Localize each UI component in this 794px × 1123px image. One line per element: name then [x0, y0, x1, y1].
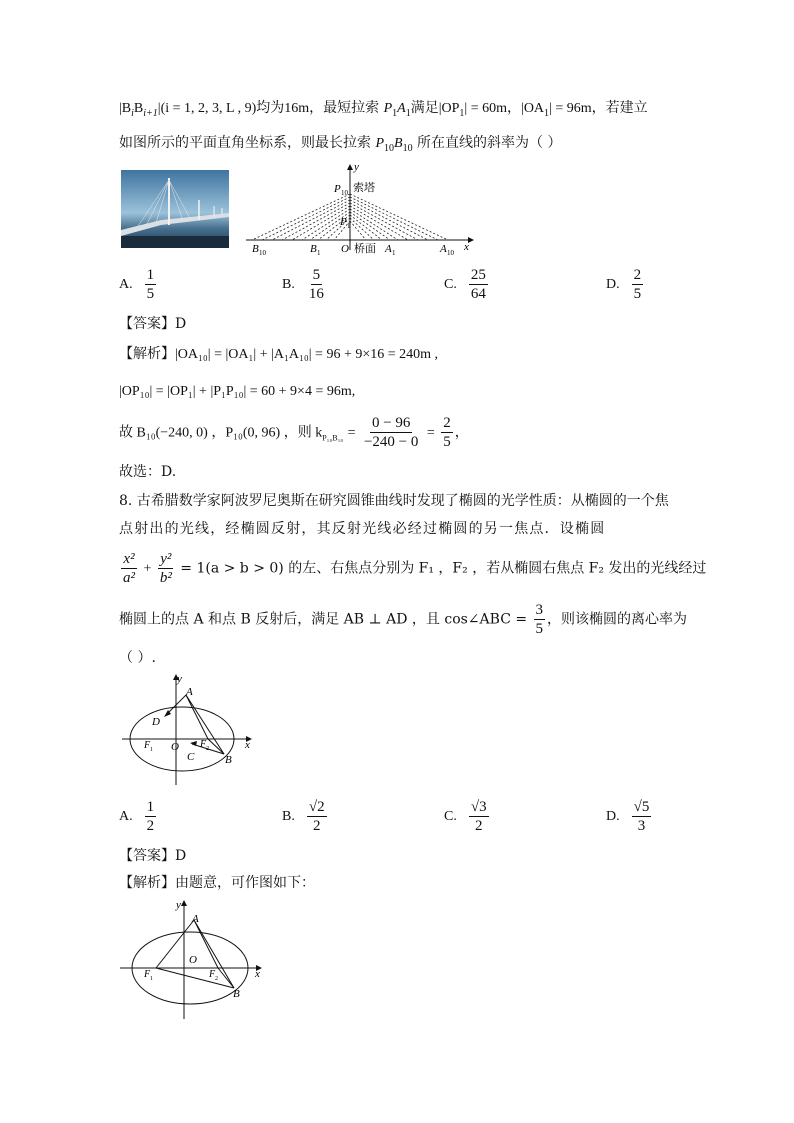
fig8a-f2-sub: 2 [206, 746, 209, 752]
p7-answer: 【答案】D [119, 316, 187, 332]
p8-line3: $\frac{\text{x²}}{\text{a²}}$ + $\frac{\text{y²}}{\text{b²}}$ = 1(a > b > 0) 的左、右焦点分别为 F₁ ，F₂ ，若从椭圆右焦点 F₂ 发出的光线经过 [123, 551, 707, 586]
p8-option-c-frac: $\frac{√3}{2}$ [470, 799, 487, 834]
p7-option-d-frac: $\frac{2}{5}$ [633, 267, 642, 302]
p7-option-c-frac: $\frac{25}{64}$ [470, 267, 486, 302]
p8-x2-frac: $\frac{\text{x²}}{\text{a²}}$ [123, 551, 135, 586]
p7-analysis-2: |OP₁₀| = |OP₁| + |P₁P₁₀| = 60 + 9×4 = 96m, [119, 384, 356, 399]
ellipse-figure-solution [118, 896, 268, 1022]
fig8b-y-label: y [176, 899, 181, 911]
p8-option-d: D. $\frac{√5}{3}$ [606, 799, 650, 834]
fig8a-f2-label: F [200, 739, 207, 750]
p8-line4: 椭圆上的点 A 和点 B 反射后，满足 AB ⊥ AD ，且 cos∠ABC = $\frac{3}{5}$ ，则该椭圆的离心率为 [119, 602, 688, 637]
fig7-x-label: x [464, 241, 469, 253]
bridge-coordinate-figure [240, 160, 480, 260]
p7-line2: 如图所示的平面直角坐标系，则最长拉索 $P_{10}B_{10}$ 所在直线的斜率为（ ） [119, 135, 562, 154]
fig8a-c-label: C [187, 751, 195, 763]
fig8a-o-label: O [171, 741, 179, 753]
p7-analysis-1: 【解析】|OA₁₀| = |OA₁| + |A₁A₁₀| = 96 + 9×16 = 240m , [119, 346, 439, 362]
fig7-b1-sub: 1 [317, 249, 321, 257]
fig8a-x-label: x [245, 739, 250, 751]
fig8b-f2-label: F [209, 969, 216, 980]
fig7-b10-sub: 10 [259, 249, 266, 257]
p8-option-a: A. $\frac{1}{2}$ [119, 799, 155, 834]
p8-option-d-frac: $\frac{√5}{3}$ [633, 799, 650, 834]
p8-answer: 【答案】D [119, 848, 187, 864]
fig7-a1-sub: 1 [392, 249, 396, 257]
p8-line1: 8. 古希腊数学家阿波罗尼奥斯在研究圆锥曲线时发现了椭圆的光学性质：从椭圆的一个焦 [119, 493, 669, 509]
p7-option-b: B. $\frac{5}{16}$ [282, 267, 324, 302]
fig8a-f1-sub: 1 [150, 747, 153, 753]
p7-option-c: C. $\frac{25}{64}$ [444, 267, 486, 302]
p7-option-a-frac: $\frac{1}{5}$ [146, 267, 155, 302]
fig7-origin-label: O [341, 243, 349, 255]
fig7-a1-label: A [385, 243, 392, 255]
p8-analysis: 【解析】由题意，可作图如下： [119, 875, 315, 891]
fig8b-f1-sub: 1 [150, 976, 153, 982]
fig8b-a-label: A [192, 913, 199, 925]
p8-option-a-frac: $\frac{1}{2}$ [146, 799, 155, 834]
fig8a-y-label: y [177, 673, 182, 685]
fig7-p10-label: P [334, 183, 341, 195]
fig8a-a-label: A [186, 686, 193, 698]
fig7-p1-sub: 1 [347, 222, 351, 230]
p7-conclusion: 故选：D. [119, 464, 177, 480]
fig7-p10-sub: 10 [341, 189, 348, 197]
p7-option-d: D. $\frac{2}{5}$ [606, 267, 642, 302]
bridge-photo [121, 170, 229, 248]
p7-analysis-3: 故 B₁₀(−240, 0) ，P₁₀(0, 96) ，则 $k_{P_{10}B_{10}}$ = $\frac{0 - 96}{-240 - 0}$ = $\frac{2}{5}$ ， [119, 415, 469, 450]
p7-option-b-frac: $\frac{5}{16}$ [308, 267, 324, 302]
fig7-a10-sub: 10 [447, 249, 454, 257]
fig7-b10-label: B [252, 243, 259, 255]
fig7-y-label: y [354, 161, 359, 173]
p7-slope-frac: $\frac{0 - 96}{-240 - 0}$ [363, 415, 419, 450]
fig8a-d-label: D [152, 716, 160, 728]
p8-y2-frac: $\frac{\text{y²}}{\text{b²}}$ [159, 551, 172, 586]
p8-option-b-frac: $\frac{√2}{2}$ [308, 799, 325, 834]
p7-slope-result-frac: $\frac{2}{5}$ [443, 415, 451, 450]
p8-line2: 点射出的光线，经椭圆反射，其反射光线必经过椭圆的另一焦点．设椭圆 [119, 521, 606, 537]
p8-cos-frac: $\frac{3}{5}$ [535, 602, 544, 637]
p7-option-a: A. $\frac{1}{5}$ [119, 267, 155, 302]
ellipse-figure-question [120, 670, 255, 790]
fig7-p1-label: P [340, 216, 347, 228]
p8-option-b: B. $\frac{√2}{2}$ [282, 799, 325, 834]
fig8b-b-label: B [233, 988, 240, 1000]
fig8b-f1-label: F [144, 969, 151, 980]
fig7-a10-label: A [440, 243, 447, 255]
fig8b-x-label: x [255, 968, 260, 980]
fig7-b1-label: B [310, 243, 317, 255]
fig8a-b-label: B [225, 754, 232, 766]
p8-line5: （ ）. [119, 650, 156, 666]
fig7-tower-label: 索塔 [353, 182, 375, 194]
fig7-deck-label: 桥面 [354, 243, 376, 255]
fig8a-f1-label: F [144, 740, 151, 751]
p7-line1: $|B_iB_{i+1}|(i = 1$, 2, 3, L , 9)均为16m，最短拉索 $P_1A_1$满足$|OP_1| = 60m$，$|OA_1| = 96m$，若建立 [119, 100, 648, 119]
fig8b-f2-sub: 2 [215, 976, 218, 982]
bridge-photo-drawing [121, 170, 229, 248]
fig8b-o-label: O [189, 954, 197, 966]
p8-option-c: C. $\frac{√3}{2}$ [444, 799, 487, 834]
